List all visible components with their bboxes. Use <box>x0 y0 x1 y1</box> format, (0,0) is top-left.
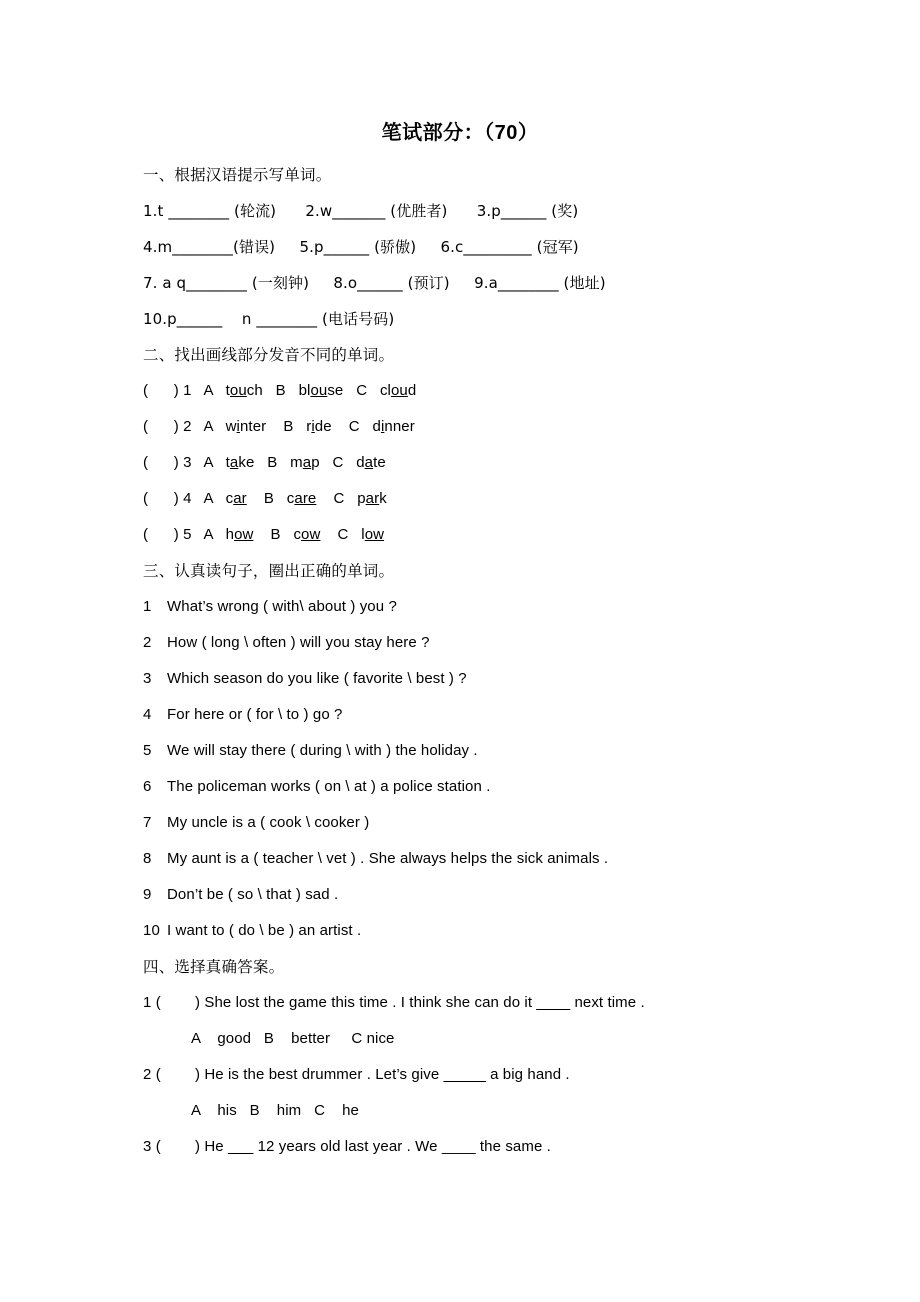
item-number: 10 <box>143 922 160 939</box>
item-number: 5 <box>143 742 152 759</box>
item-number: 1 <box>183 382 192 399</box>
option-word[interactable]: blouse <box>298 382 344 399</box>
section-one-line: 1.t ________ (轮流) 2.w_______ (优胜者) 3.p______ (奖) <box>143 202 579 220</box>
circle-item <box>143 598 843 616</box>
option-word[interactable]: date <box>356 454 386 471</box>
option-word[interactable]: car <box>225 490 247 507</box>
item-text[interactable]: I want to ( do \ be ) an artist . <box>167 922 362 939</box>
item-text[interactable]: For here or ( for \ to ) go ? <box>167 706 343 723</box>
stem-before: She lost the game this time . I think she can do it <box>200 994 537 1011</box>
option-word[interactable]: how <box>225 526 254 543</box>
option-word[interactable]: ride <box>306 418 332 435</box>
item-number: 4 <box>143 706 152 723</box>
option-word[interactable]: winter <box>225 418 267 435</box>
pronunciation-item: ( ) 2 A winter B ride C dinner <box>143 418 415 435</box>
option-letter: A <box>203 418 213 435</box>
item-text[interactable]: Don’t be ( so \ that ) sad . <box>167 886 339 903</box>
option-word[interactable]: park <box>357 490 387 507</box>
answer-blank[interactable]: _____ <box>443 1066 486 1083</box>
circle-item <box>143 922 843 940</box>
section-one-heading: 一、根据汉语提示写单词。 <box>143 166 332 184</box>
option-letter: B <box>263 490 274 507</box>
mc-item <box>143 1138 843 1156</box>
answer-blank[interactable]: ___ <box>228 1138 254 1155</box>
pronunciation-item: ( ) 1 A touch B blouse C cloud <box>143 382 417 399</box>
section-one-line: 10.p______ n ________ (电话号码) <box>143 310 395 328</box>
option-word[interactable]: cow <box>293 526 321 543</box>
option-list[interactable]: A his B him C he <box>191 1102 359 1119</box>
option-letter: B <box>275 382 286 399</box>
item-text[interactable]: How ( long \ often ) will you stay here ? <box>167 634 430 651</box>
option-word[interactable]: low <box>361 526 385 543</box>
item-number: 7 <box>143 814 152 831</box>
item-number: 9 <box>143 886 152 903</box>
item-text[interactable]: What’s wrong ( with\ about ) you ? <box>167 598 397 615</box>
pronunciation-item: ( ) 4 A car B care C park <box>143 490 387 507</box>
answer-paren[interactable]: ( ) <box>155 994 201 1011</box>
worksheet-body <box>143 166 843 1156</box>
option-word[interactable]: dinner <box>372 418 415 435</box>
item-number: 3 <box>183 454 192 471</box>
section-two-heading: 二、找出画线部分发音不同的单词。 <box>143 346 395 364</box>
answer-paren[interactable]: ( ) <box>155 1138 201 1155</box>
section-one-line: 4.m________(错误) 5.p______ (骄傲) 6.c_________ (冠军) <box>143 238 579 256</box>
item-number: 2 <box>143 1066 152 1083</box>
circle-item <box>143 886 843 904</box>
option-letter: B <box>283 418 294 435</box>
stem-after: next time . <box>570 994 645 1011</box>
stem-after: 12 years old last year . We ____ the same . <box>253 1138 551 1155</box>
item-number: 2 <box>183 418 192 435</box>
option-letter: B <box>270 526 281 543</box>
option-letter: A <box>203 382 213 399</box>
section-four-heading: 四、选择真确答案。 <box>143 958 285 976</box>
pronunciation-item: ( ) 5 A how B cow C low <box>143 526 385 543</box>
stem-after: a big hand . <box>485 1066 570 1083</box>
item-number: 3 <box>143 1138 152 1155</box>
stem-before: He <box>200 1138 228 1155</box>
option-word[interactable]: touch <box>225 382 263 399</box>
item-text[interactable]: The policeman works ( on \ at ) a police station . <box>167 778 491 795</box>
item-text[interactable]: My aunt is a ( teacher \ vet ) . She always helps the sick animals . <box>167 850 609 867</box>
option-word[interactable]: care <box>286 490 317 507</box>
circle-item <box>143 634 843 652</box>
circle-item <box>143 778 843 796</box>
option-letter: C <box>356 382 368 399</box>
item-text[interactable]: My uncle is a ( cook \ cooker ) <box>167 814 370 831</box>
circle-item <box>143 706 843 724</box>
item-number: 1 <box>143 598 152 615</box>
option-letter: A <box>203 490 213 507</box>
option-list[interactable]: A good B better C nice <box>191 1030 395 1047</box>
item-text[interactable]: Which season do you like ( favorite \ best ) ? <box>167 670 467 687</box>
answer-paren[interactable]: ( ) <box>155 1066 201 1083</box>
section-one-line: 7. a q________ (一刻钟) 8.o______ (预订) 9.a________ (地址) <box>143 274 606 292</box>
pronunciation-item: ( ) 3 A take B map C date <box>143 454 386 471</box>
option-letter: A <box>203 526 213 543</box>
item-number: 3 <box>143 670 152 687</box>
section-three-heading: 三、认真读句子，圈出正确的单词。 <box>143 562 395 580</box>
item-number: 6 <box>143 778 152 795</box>
option-letter: C <box>348 418 360 435</box>
option-letter: B <box>267 454 278 471</box>
option-letter: A <box>203 454 213 471</box>
circle-item <box>143 814 843 832</box>
item-number: 5 <box>183 526 192 543</box>
page-title: 笔试部分：（70） <box>381 122 539 144</box>
circle-item <box>143 742 843 760</box>
item-number: 1 <box>143 994 152 1011</box>
option-word[interactable]: cloud <box>379 382 417 399</box>
option-letter: C <box>337 526 349 543</box>
item-text[interactable]: We will stay there ( during \ with ) the holiday . <box>167 742 478 759</box>
circle-item <box>143 850 843 868</box>
item-number: 2 <box>143 634 152 651</box>
mc-item <box>143 994 843 1012</box>
item-number: 8 <box>143 850 152 867</box>
option-word[interactable]: take <box>225 454 255 471</box>
mc-options <box>143 1102 843 1120</box>
answer-blank[interactable]: ____ <box>536 994 571 1011</box>
circle-item <box>143 670 843 688</box>
mc-item <box>143 1066 843 1084</box>
option-letter: C <box>332 454 344 471</box>
item-number: 4 <box>183 490 192 507</box>
option-letter: C <box>333 490 345 507</box>
stem-before: He is the best drummer . Let’s give <box>200 1066 444 1083</box>
mc-options <box>143 1030 843 1048</box>
option-word[interactable]: map <box>290 454 320 471</box>
